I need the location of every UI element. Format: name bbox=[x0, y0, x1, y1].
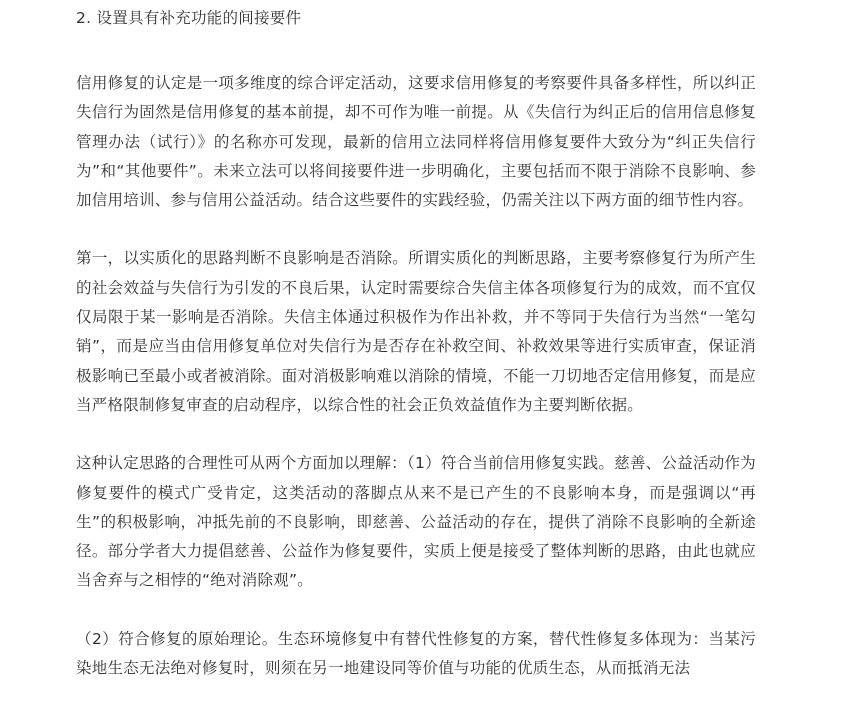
paragraph-substantive-judgment: 第一，以实质化的思路判断不良影响是否消除。所谓实质化的判断思路，主要考察修复行为所产生的社会效益与失信行为引发的不良后果，认定时需要综合失信主体各项修复行为的成效，而不宜仅仅局限于某一影响是否消除。失信主体通过积极作为作出补救，并不等同于失信行为当然“一笔勾销”，而是应当由信用修复单位对失信行为是否存在补救空间、补救效果等进行实质审查，保证消极影响已至最小或者被消除。面对消极影响难以消除的情境，不能一刀切地否定信用修复，而是应当严格限制修复审查的启动程序，以综合性的社会正负效益值作为主要判断依据。 bbox=[76, 249, 756, 414]
paragraph-original-theory: （2）符合修复的原始理论。生态环境修复中有替代性修复的方案，替代性修复多体现为：当某污染地生态无法绝对修复时，则须在另一地建设同等价值与功能的优质生态，从而抵消无法 bbox=[76, 629, 756, 678]
paragraph-rationality: 这种认定思路的合理性可从两个方面加以理解：（1）符合当前信用修复实践。慈善、公益活动作为修复要件的模式广受肯定，这类活动的落脚点从来不是已产生的不良影响本身，而是强调以“再生”的积极影响，冲抵先前的不良影响，即慈善、公益活动的存在，提供了消除不良影响的全新途径。部分学者大力提倡慈善、公益作为修复要件，实质上便是接受了整体判断的思路，由此也就应当舍弃与之相悖的“绝对消除观”。 bbox=[76, 454, 756, 590]
article-body bbox=[76, 0, 756, 683]
section-heading: 2. 设置具有补充功能的间接要件 bbox=[76, 9, 302, 27]
paragraph-credit-repair-overview: 信用修复的认定是一项多维度的综合评定活动，这要求信用修复的考察要件具备多样性，所以纠正失信行为固然是信用修复的基本前提，却不可作为唯一前提。从《失信行为纠正后的信用信息修复管理办法（试行）》的名称亦可发现，最新的信用立法同样将信用修复要件大致分为“纠正失信行为”和“其他要件”。未来立法可以将间接要件进一步明确化，主要包括而不限于消除不良影响、参加信用培训、参与信用公益活动。结合这些要件的实践经验，仍需关注以下两方面的细节性内容。 bbox=[76, 74, 756, 210]
